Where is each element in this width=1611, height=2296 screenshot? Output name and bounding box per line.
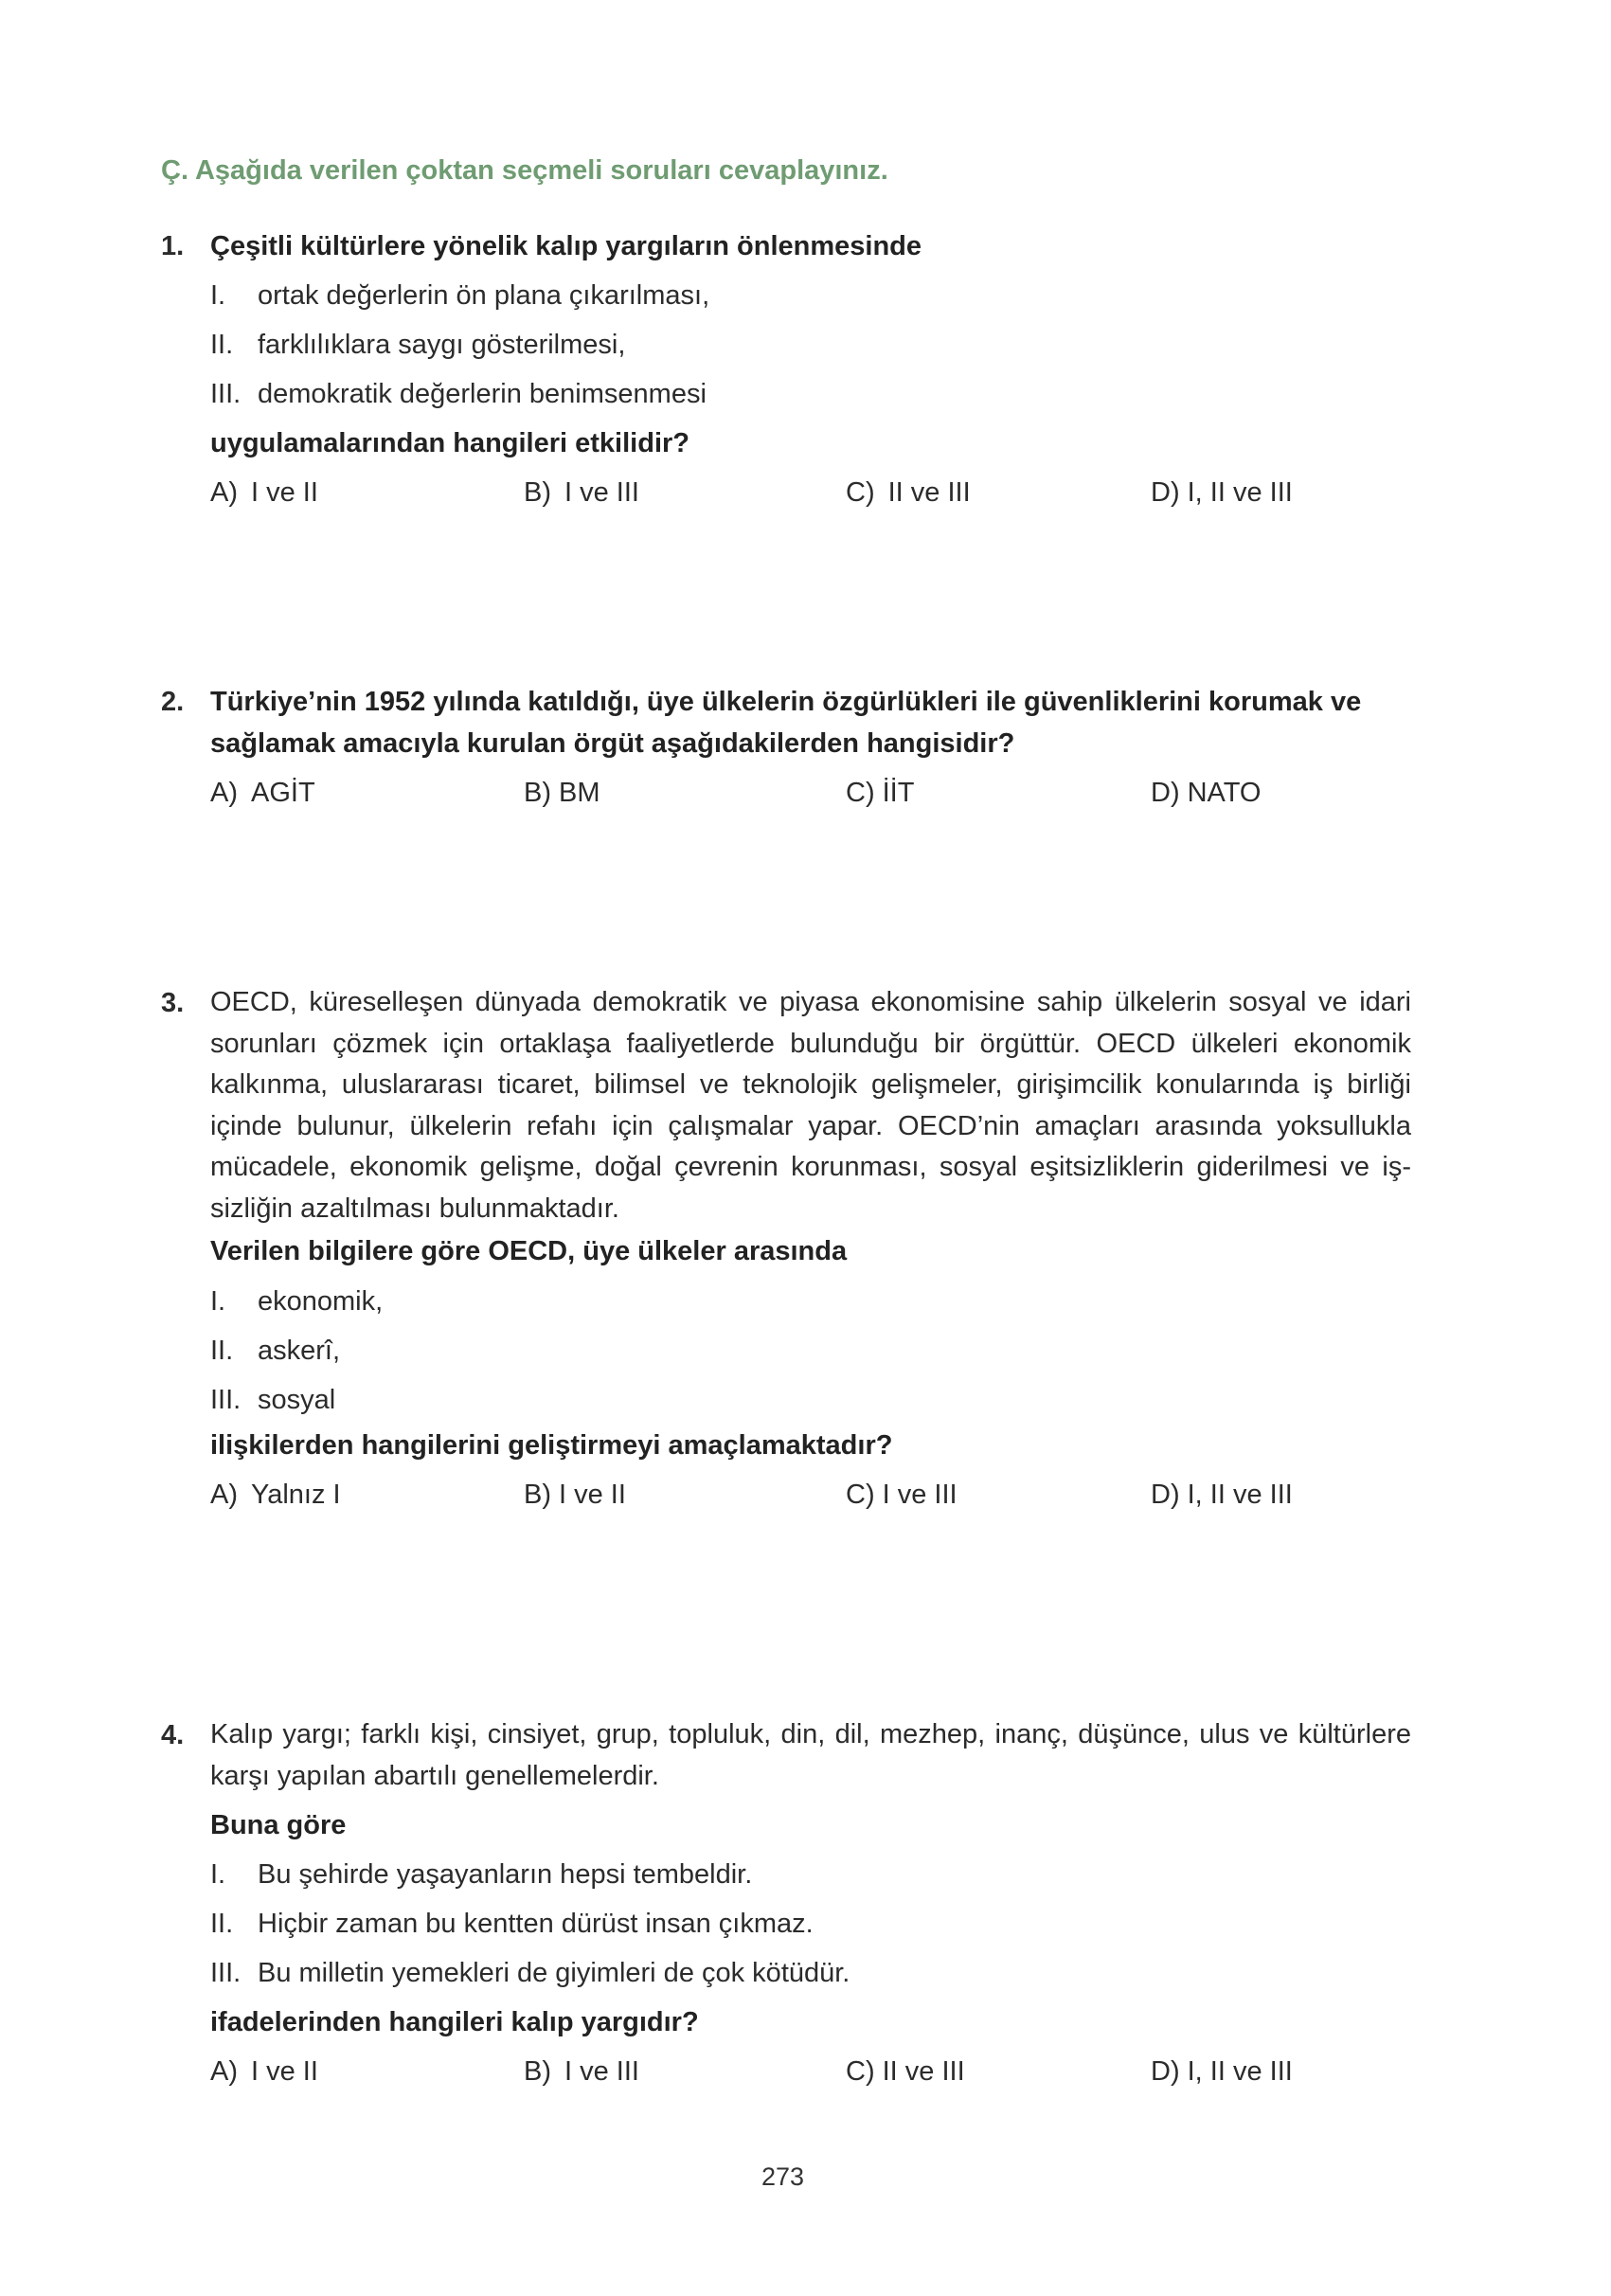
roman-item-text: Bu şehirde yaşayanların hepsi tembeldir. — [258, 1859, 753, 1890]
question-number: 4. — [161, 1720, 185, 1750]
question-number: 1. — [161, 231, 185, 261]
option-b[interactable] — [524, 1481, 626, 1509]
roman-item-1 — [210, 1861, 752, 1889]
option-key: A) — [210, 477, 238, 508]
option-text: BM — [559, 778, 600, 808]
option-b[interactable] — [524, 780, 600, 807]
roman-item-text: ortak değerlerin ön plana çıkarılması, — [258, 280, 710, 311]
roman-item-3 — [210, 1960, 850, 1987]
option-text: I, II ve III — [1187, 2056, 1293, 2087]
option-d[interactable] — [1151, 2058, 1293, 2086]
question-stem: Buna göre — [210, 1810, 347, 1840]
roman-item-3 — [210, 381, 707, 408]
option-key: A) — [210, 778, 238, 808]
roman-item-2 — [210, 1337, 340, 1365]
roman-item-text: Bu milletin yemekleri de giyimleri de çok kötüdür. — [258, 1958, 850, 1988]
option-c[interactable] — [846, 780, 914, 807]
roman-item-1 — [210, 1288, 383, 1316]
option-text: I ve III — [564, 2056, 639, 2087]
option-key: D) — [1151, 778, 1180, 808]
roman-item-text: Hiçbir zaman bu kentten dürüst insan çıkmaz. — [258, 1909, 814, 1939]
option-key: C) — [846, 778, 875, 808]
page-number: 273 — [761, 2162, 805, 2191]
option-text: Yalnız I — [251, 1480, 341, 1510]
option-text: II ve III — [882, 2056, 965, 2087]
option-text: I, II ve III — [1187, 477, 1293, 508]
option-key: B) — [524, 778, 551, 808]
option-d[interactable] — [1151, 1481, 1293, 1509]
option-key: D) — [1151, 477, 1180, 508]
option-text: İİT — [882, 778, 915, 808]
roman-item-text: sosyal — [258, 1385, 336, 1415]
roman-numeral: III. — [210, 379, 242, 409]
option-text: I ve II — [251, 2056, 318, 2087]
question-number: 3. — [161, 988, 185, 1018]
option-a[interactable] — [210, 780, 315, 807]
roman-numeral: I. — [210, 1859, 226, 1890]
option-text: I ve II — [559, 1480, 626, 1510]
option-text: NATO — [1187, 778, 1262, 808]
question-stem-line-1: Türkiye’nin 1952 yılında katıldığı, üye ülkelerin özgürlükleri ile güvenliklerini korumak ve — [210, 687, 1362, 717]
roman-item-2 — [210, 1910, 814, 1938]
roman-numeral: II. — [210, 1909, 234, 1939]
option-key: C) — [846, 1480, 875, 1510]
question-prompt: ifadelerinden hangileri kalıp yargıdır? — [210, 2007, 699, 2037]
question-paragraph: Kalıp yargı; farklı kişi, cinsiyet, grup, topluluk, din, dil, mezhep, inanç, düşünce, ulus ve kültürlere karşı yapılan abartılı genellemelerdir. — [210, 1719, 1411, 1791]
question-stem: Verilen bilgilere göre OECD, üye ülkeler arasında — [210, 1236, 848, 1266]
option-key: D) — [1151, 1480, 1180, 1510]
option-key: C) — [846, 2056, 875, 2087]
roman-numeral: II. — [210, 330, 234, 360]
option-a[interactable] — [210, 479, 318, 507]
question-prompt: uygulamalarından hangileri etkilidir? — [210, 428, 689, 458]
question-stem-line-2: sağlamak amacıyla kurulan örgüt aşağıdakilerden hangisidir? — [210, 728, 1015, 759]
section-title: Ç. Aşağıda verilen çoktan seçmeli soruları cevaplayınız. — [161, 155, 888, 186]
question-number: 2. — [161, 687, 185, 717]
roman-item-text: demokratik değerlerin benimsenmesi — [258, 379, 707, 409]
option-text: II ve III — [887, 477, 971, 508]
roman-numeral: I. — [210, 280, 226, 311]
roman-item-text: askerî, — [258, 1336, 341, 1366]
question-prompt: ilişkilerden hangilerini geliştirmeyi amaçlamaktadır? — [210, 1430, 893, 1461]
roman-item-text: farklılıklara saygı gösterilmesi, — [258, 330, 626, 360]
option-d[interactable] — [1151, 479, 1293, 507]
option-text: I ve II — [251, 477, 318, 508]
option-b[interactable] — [524, 2058, 639, 2086]
option-text: I ve III — [882, 1480, 958, 1510]
option-key: B) — [524, 477, 551, 508]
roman-item-3 — [210, 1387, 335, 1414]
option-key: D) — [1151, 2056, 1180, 2087]
question-stem: Çeşitli kültürlere yönelik kalıp yargıların önlenmesinde — [210, 231, 922, 261]
option-key: B) — [524, 2056, 551, 2087]
option-text: I, II ve III — [1187, 1480, 1293, 1510]
option-a[interactable] — [210, 2058, 318, 2086]
option-c[interactable] — [846, 2058, 965, 2086]
option-text: I ve III — [564, 477, 639, 508]
roman-numeral: III. — [210, 1385, 242, 1415]
roman-numeral: III. — [210, 1958, 242, 1988]
option-d[interactable] — [1151, 780, 1262, 807]
option-key: A) — [210, 2056, 238, 2087]
option-text: AGİT — [251, 778, 315, 808]
roman-numeral: II. — [210, 1336, 234, 1366]
option-key: A) — [210, 1480, 238, 1510]
roman-item-2 — [210, 332, 625, 359]
option-a[interactable] — [210, 1481, 341, 1509]
roman-item-1 — [210, 282, 709, 310]
roman-item-text: ekonomik, — [258, 1286, 384, 1317]
option-key: B) — [524, 1480, 551, 1510]
option-key: C) — [846, 477, 875, 508]
option-b[interactable] — [524, 479, 639, 507]
option-c[interactable] — [846, 1481, 958, 1509]
option-c[interactable] — [846, 479, 971, 507]
question-paragraph: OECD, küreselleşen dünyada demokratik ve piyasa ekonomisine sahip ülkelerin sosyal ve idari sorunları çözmek için ortaklaşa faaliyetlerde bulunduğu bir örgüttür. OECD ülkeleri ekonomik kalkınma, uluslararası ticaret, bilimsel ve teknolojik gelişmeler, girişimcilik konularında iş birliği içinde bulunur, ülkelerin refahı için çalışmalar yapar. OECD’nin amaçları arasında yoksullukla mücadele, ekonomik gelişme, doğal çevrenin korunması, sosyal eşitsizliklerin giderilmesi ve işsizliğin azaltılması bulunmaktadır. — [210, 987, 1411, 1224]
roman-numeral: I. — [210, 1286, 226, 1317]
